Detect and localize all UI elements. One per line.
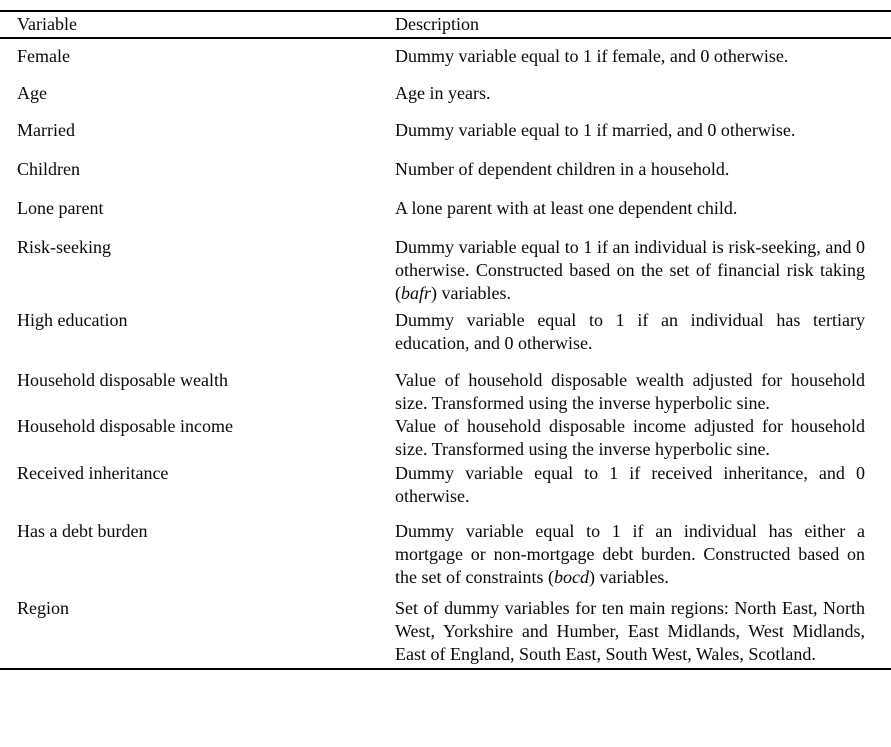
variable-cell: Children	[17, 159, 80, 179]
description-cell: Number of dependent children in a household.	[395, 159, 730, 179]
description-cell: A lone parent with at least one dependent child.	[395, 198, 738, 218]
table-row	[0, 236, 891, 305]
table-row	[0, 415, 891, 461]
description-cell	[395, 236, 865, 305]
variable-cell: Household disposable income	[17, 416, 233, 436]
table-row	[0, 197, 891, 220]
variable-cell: Region	[17, 598, 69, 618]
description-column-header: Description	[395, 14, 479, 34]
table-body	[0, 39, 891, 668]
description-text: ) variables.	[588, 567, 669, 587]
variable-cell: Married	[17, 120, 75, 140]
description-cell: Age in years.	[395, 83, 491, 103]
variable-cell: Lone parent	[17, 198, 104, 218]
variable-cell: Has a debt burden	[17, 521, 148, 541]
variable-cell: Risk-seeking	[17, 237, 111, 257]
description-text: Dummy variable equal to 1 if an individual is risk-seeking, and 0 otherwise. Constructed based on the set of financial risk taking (	[395, 237, 865, 303]
table-row	[0, 82, 891, 105]
variables-table	[0, 10, 891, 670]
table-row	[0, 520, 891, 589]
description-cell: Value of household disposable wealth adjusted for household size. Transformed using the inverse hyperbolic sine.	[395, 370, 865, 413]
table-row	[0, 597, 891, 666]
description-cell: Dummy variable equal to 1 if married, and 0 otherwise.	[395, 120, 796, 140]
description-cell: Dummy variable equal to 1 if received inheritance, and 0 otherwise.	[395, 463, 865, 506]
table-row	[0, 45, 891, 68]
variable-column-header: Variable	[17, 14, 77, 34]
variable-cell: Age	[17, 83, 47, 103]
description-cell: Dummy variable equal to 1 if female, and 0 otherwise.	[395, 46, 789, 66]
description-cell: Value of household disposable income adjusted for household size. Transformed using the inverse hyperbolic sine.	[395, 416, 865, 459]
table-header-row	[0, 12, 891, 39]
description-text: ) variables.	[431, 283, 511, 303]
table-row	[0, 158, 891, 181]
description-text: Dummy variable equal to 1 if an individual has either a mortgage or non-mortgage debt burden. Constructed based on the set of constraints (	[395, 521, 865, 587]
table-row	[0, 309, 891, 355]
table-row	[0, 369, 891, 415]
table-row	[0, 119, 891, 142]
italic-term: bafr	[401, 283, 432, 303]
variable-cell: High education	[17, 310, 128, 330]
variable-cell: Female	[17, 46, 70, 66]
description-cell: Set of dummy variables for ten main regions: North East, North West, Yorkshire and Humber, East Midlands, West Midlands, East of England, South East, South West, Wales, Scotland.	[395, 598, 865, 664]
description-cell: Dummy variable equal to 1 if an individual has tertiary education, and 0 otherwise.	[395, 310, 865, 353]
description-cell	[395, 520, 865, 589]
table-row	[0, 462, 891, 508]
variable-cell: Household disposable wealth	[17, 370, 228, 390]
italic-term: bocd	[553, 567, 589, 587]
variable-cell: Received inheritance	[17, 463, 169, 483]
